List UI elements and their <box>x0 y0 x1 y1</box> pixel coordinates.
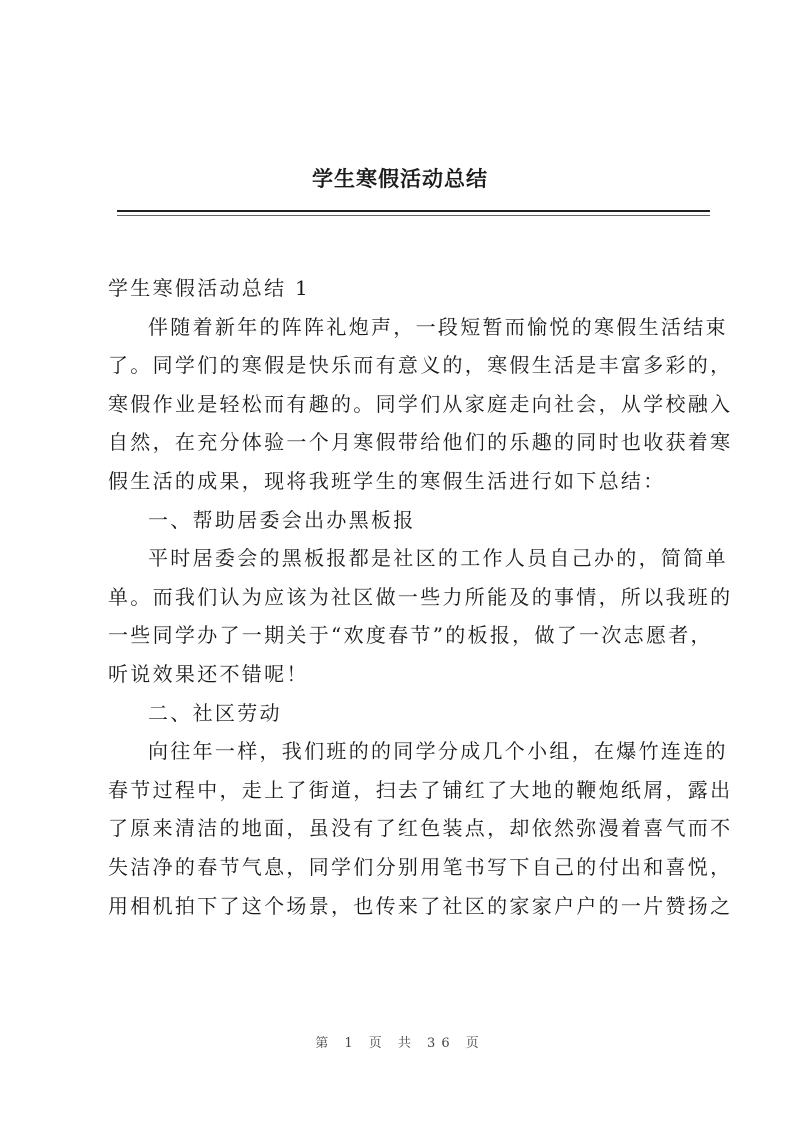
text-line: 假生活的成果，现将我班学生的寒假生活进行如下总结： <box>108 468 666 493</box>
text-line: 寒假作业是轻松而有趣的。同学们从家庭走向社会，从学校融入 <box>108 391 733 416</box>
section-subtitle: 学生寒假活动总结 1 <box>108 276 311 300</box>
text-line: 了原来清洁的地面，虽没有了红色装点，却依然弥漫着喜气而不 <box>108 816 733 841</box>
page-number-footer: 第 1 页 共 36 页 <box>315 1036 485 1051</box>
text-line: 单。而我们认为应该为社区做一些力所能及的事情，所以我班的 <box>108 584 733 609</box>
document-body <box>108 269 733 925</box>
text-line: 自然，在充分体验一个月寒假带给他们的乐趣的同时也收获着寒 <box>108 430 733 455</box>
text-line: 听说效果还不错呢！ <box>108 661 309 686</box>
title-underline <box>117 210 710 212</box>
text-line: 春节过程中，走上了街道，扫去了铺红了大地的鞭炮纸屑，露出 <box>108 777 733 802</box>
title-underline-thin <box>117 215 710 216</box>
text-line: 失洁净的春节气息，同学们分别用笔书写下自己的付出和喜悦， <box>108 854 733 879</box>
paragraph-lines <box>108 308 733 926</box>
text-line: 伴随着新年的阵阵礼炮声，一段短暂而愉悦的寒假生活结束 <box>148 314 728 339</box>
document-title: 学生寒假活动总结 <box>312 167 488 191</box>
text-line: 二、社区劳动 <box>148 700 282 725</box>
text-line: 一、帮助居委会出办黑板报 <box>148 507 416 532</box>
text-line: 平时居委会的黑板报都是社区的工作人员自己办的，简简单 <box>148 546 728 571</box>
text-line: 向往年一样，我们班的的同学分成几个小组，在爆竹连连的 <box>148 739 728 764</box>
text-line: 用相机拍下了这个场景，也传来了社区的家家户户的一片赞扬之 <box>108 893 733 918</box>
text-line: 了。同学们的寒假是快乐而有意义的，寒假生活是丰富多彩的， <box>108 353 733 378</box>
text-line: 一些同学办了一期关于“欢度春节”的板报，做了一次志愿者， <box>108 623 713 648</box>
